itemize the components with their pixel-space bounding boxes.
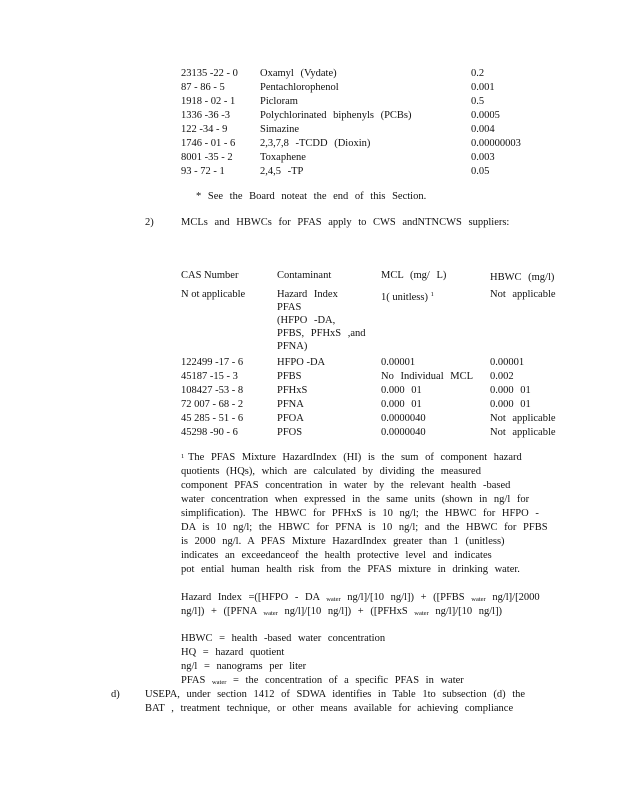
formula-line-1: Hazard Index =([HFPO - DA water ng/l]/[10 ng/l]) + ([PFBS water ng/l]/[2000 [181,592,540,603]
table-2-contaminant: PFOA [277,413,304,424]
mcl-value: 1( unitless) [381,292,428,303]
footnote-1-line: is 2000 ng/l. A PFAS Mixture HazardIndex greater than 1 (unitless) [181,536,505,547]
table-1-value: 0.05 [471,166,490,177]
footnote-1-line: component PFAS concentration in water by the relevant health -based [181,480,511,491]
footnote-1-line: DA is 10 ng/l; the HBWC for PFNA is 10 ng/l; and the HBWC for PFBS [181,522,548,533]
table-2-first-row-mcl [381,289,434,304]
table-2-first-row-cas: N ot applicable [181,289,246,300]
table-2-contaminant: PFBS [277,371,302,382]
definition-hq: HQ = hazard quotient [181,647,285,658]
table-1-value: 0.0005 [471,110,500,121]
table-2-cas-number: 45187 -15 - 3 [181,371,238,382]
table-2-hbwc: Not applicable [490,413,556,424]
table-1-value: 0.2 [471,68,485,79]
table-2-contaminant: PFNA [277,399,304,410]
table-2-mcl: No Individual MCL [381,371,473,382]
table-1-value: 0.001 [471,82,495,93]
item-d-letter: d) [111,689,120,700]
definition-hbwc: HBWC = health -based water concentration [181,633,386,644]
table-2-cas-number: 108427 -53 - 8 [181,385,244,396]
table-2-header-cas: CAS Number [181,270,239,281]
footnote-reference: 1 [430,291,434,298]
footnote-1-line: indicates an exceedanceof the health protective level and indicates [181,550,492,561]
contaminant-line: PFBS, PFHxS ,and [277,328,366,339]
footnote-1-line: pot ential human health risk from the PFAS mixture in drinking water. [181,564,520,575]
table-1-contaminant: 2,3,7,8 -TCDD (Dioxin) [260,138,371,149]
table-2-mcl: 0.000 01 [381,385,422,396]
table-1-cas-number: 23135 -22 - 0 [181,68,238,79]
table-1-contaminant: 2,4,5 -TP [260,166,304,177]
contaminant-line: PFNA) [277,341,308,352]
definition-ngl: ng/l = nanograms per liter [181,661,307,672]
footnote-1-line: simplification). The HBWC for PFHxS is 10 ng/l; the HBWC for HFPO - [181,508,539,519]
table-1-value: 0.004 [471,124,495,135]
contaminant-line: PFAS [277,302,302,313]
table-1-cas-number: 1336 -36 -3 [181,110,230,121]
table-2-header-contaminant: Contaminant [277,270,332,281]
footnote-1-marker: 1 [181,453,185,460]
table-1-cas-number: 8001 -35 - 2 [181,152,233,163]
table-1-contaminant: Oxamyl (Vydate) [260,68,337,79]
item-2-number: 2) [145,217,154,228]
table-1-cas-number: 122 -34 - 9 [181,124,228,135]
table-1-contaminant: Pentachlorophenol [260,82,339,93]
table-1-cas-number: 93 - 72 - 1 [181,166,225,177]
table-2-contaminant: PFOS [277,427,303,438]
table-2-mcl: 0.0000040 [381,413,426,424]
table-2-hbwc: 0.00001 [490,357,525,368]
table-2-first-row-hbwc: Not applicable [490,289,556,300]
table-1-contaminant: Toxaphene [260,152,306,163]
table-1-contaminant: Simazine [260,124,300,135]
table-1-contaminant: Picloram [260,96,298,107]
table-2-contaminant: PFHxS [277,385,308,396]
table-2-mcl: 0.000 01 [381,399,422,410]
table-2-hbwc: 0.000 01 [490,385,531,396]
table-2-mcl: 0.00001 [381,357,416,368]
table-2-header-hbwc: HBWC (mg/l) [490,272,555,283]
contaminant-line: Hazard Index [277,289,338,300]
contaminant-line: (HFPO -DA, [277,315,336,326]
item-2-text: MCLs and HBWCs for PFAS apply to CWS andNTNCWS suppliers: [181,217,510,228]
table-2-cas-number: 45298 -90 - 6 [181,427,238,438]
table-2-hbwc: 0.002 [490,371,514,382]
table-1-value: 0.00000003 [471,138,521,149]
table-2-header-mcl: MCL (mg/ L) [381,270,447,281]
table-1-contaminant: Polychlorinated biphenyls (PCBs) [260,110,412,121]
table-2-mcl: 0.0000040 [381,427,426,438]
item-d-line-1: USEPA, under section 1412 of SDWA identifies in Table 1to subsection (d) the [145,689,526,700]
table-1-cas-number: 1746 - 01 - 6 [181,138,236,149]
table-1-cas-number: 1918 - 02 - 1 [181,96,236,107]
table-2-cas-number: 122499 -17 - 6 [181,357,244,368]
item-d-line-2: BAT , treatment technique, or other means available for achieving compliance [145,703,514,714]
table-2-hbwc: 0.000 01 [490,399,531,410]
table-1-value: 0.5 [471,96,485,107]
table-1-cas-number: 87 - 86 - 5 [181,82,225,93]
table-2-contaminant: HFPO -DA [277,357,326,368]
table-2-hbwc: Not applicable [490,427,556,438]
table-2-cas-number: 45 285 - 51 - 6 [181,413,244,424]
formula-line-2: ng/l]) + ([PFNA water ng/l]/[10 ng/l]) + ([PFHxS water ng/l]/[10 ng/l]) [181,606,503,617]
table-1-value: 0.003 [471,152,495,163]
table-2-cas-number: 72 007 - 68 - 2 [181,399,244,410]
table-1-footnote: * See the Board noteat the end of this Section. [196,191,427,202]
footnote-1-line: quotients (HQs), which are calculated by dividing the measured [181,466,481,477]
footnote-1-line: The PFAS Mixture HazardIndex (HI) is the sum of component hazard [188,452,522,463]
footnote-1-line: water concentration when expressed in the same units (shown in ng/l for [181,494,530,505]
definition-pfas: PFAS water = the concentration of a specific PFAS in water [181,675,464,686]
